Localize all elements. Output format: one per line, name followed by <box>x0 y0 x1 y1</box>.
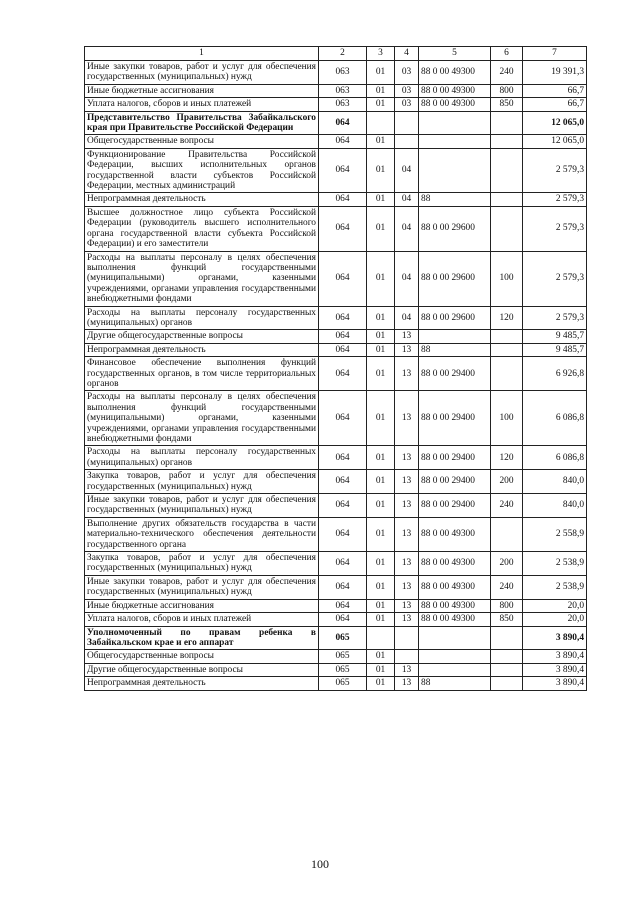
row-name-text: Непрограммная деятельность <box>87 194 206 205</box>
row-name-text: Закупка товаров, работ и услуг для обеспечения государственных (муниципальных) нужд <box>87 553 316 574</box>
row-amount: 6 926,8 <box>523 357 587 391</box>
row-section-code: 01 <box>367 613 395 626</box>
row-section-code: 01 <box>367 343 395 356</box>
table-row <box>85 663 587 676</box>
row-target-article-code: 88 0 00 29400 <box>419 446 491 470</box>
row-name-text: Закупка товаров, работ и услуг для обеспечения государственных (муниципальных) нужд <box>87 471 316 492</box>
row-name <box>85 357 319 391</box>
row-name <box>85 148 319 193</box>
table-row <box>85 135 587 148</box>
row-ministry-code: 065 <box>319 650 367 663</box>
header-cell: 3 <box>367 47 395 61</box>
row-section-code: 01 <box>367 677 395 690</box>
table-row <box>85 575 587 599</box>
row-ministry-code: 064 <box>319 343 367 356</box>
row-name <box>85 98 319 111</box>
row-section-code: 01 <box>367 446 395 470</box>
row-section-code: 01 <box>367 306 395 330</box>
row-expense-type-code: 850 <box>491 613 523 626</box>
row-section-code: 01 <box>367 470 395 494</box>
row-subsection-code: 13 <box>395 357 419 391</box>
header-cell: 7 <box>523 47 587 61</box>
row-name-text: Расходы на выплаты персоналу в целях обеспечения выполнения функций государственными (муниципальными) органами, казенными учреждениями, органами управления государственными внебюджетными фондами <box>87 252 316 305</box>
row-expense-type-code: 120 <box>491 446 523 470</box>
row-ministry-code: 064 <box>319 599 367 612</box>
table-row <box>85 206 587 251</box>
row-section-code: 01 <box>367 663 395 676</box>
row-subsection-code: 04 <box>395 148 419 193</box>
row-expense-type-code <box>491 343 523 356</box>
row-ministry-code: 063 <box>319 84 367 97</box>
row-subsection-code: 13 <box>395 391 419 446</box>
row-target-article-code: 88 0 00 49300 <box>419 575 491 599</box>
row-section-code: 01 <box>367 148 395 193</box>
row-amount: 66,7 <box>523 98 587 111</box>
row-amount: 2 579,3 <box>523 251 587 306</box>
row-subsection-code <box>395 650 419 663</box>
row-expense-type-code: 200 <box>491 470 523 494</box>
row-target-article-code: 88 <box>419 677 491 690</box>
row-name <box>85 193 319 206</box>
row-expense-type-code <box>491 330 523 343</box>
row-name-text: Непрограммная деятельность <box>87 344 206 355</box>
row-name-text: Общегосударственные вопросы <box>87 651 214 662</box>
row-name-text: Представительство Правительства Забайкальского края при Правительстве Российской Федерации <box>87 112 316 134</box>
row-name <box>85 677 319 690</box>
table-row <box>85 98 587 111</box>
header-cell: 5 <box>419 47 491 61</box>
row-expense-type-code: 240 <box>491 494 523 518</box>
row-amount: 2 538,9 <box>523 552 587 576</box>
row-section-code: 01 <box>367 84 395 97</box>
row-amount: 2 579,3 <box>523 148 587 193</box>
row-ministry-code: 064 <box>319 470 367 494</box>
row-target-article-code <box>419 663 491 676</box>
row-name <box>85 552 319 576</box>
row-target-article-code <box>419 626 491 650</box>
row-expense-type-code <box>491 650 523 663</box>
row-expense-type-code <box>491 663 523 676</box>
row-target-article-code: 88 0 00 29400 <box>419 391 491 446</box>
row-subsection-code: 04 <box>395 251 419 306</box>
table-row <box>85 552 587 576</box>
table-row <box>85 251 587 306</box>
row-ministry-code: 065 <box>319 677 367 690</box>
table-row <box>85 517 587 551</box>
row-target-article-code: 88 0 00 29600 <box>419 206 491 251</box>
row-subsection-code: 13 <box>395 599 419 612</box>
row-subsection-code: 13 <box>395 494 419 518</box>
table-row <box>85 84 587 97</box>
row-name <box>85 306 319 330</box>
row-subsection-code: 13 <box>395 446 419 470</box>
row-expense-type-code: 800 <box>491 599 523 612</box>
row-section-code: 01 <box>367 357 395 391</box>
table-row <box>85 61 587 85</box>
row-ministry-code: 064 <box>319 446 367 470</box>
row-expense-type-code <box>491 148 523 193</box>
row-subsection-code: 13 <box>395 470 419 494</box>
row-amount: 20,0 <box>523 613 587 626</box>
row-name-text: Другие общегосударственные вопросы <box>87 664 243 675</box>
row-ministry-code: 064 <box>319 391 367 446</box>
row-ministry-code: 064 <box>319 494 367 518</box>
row-expense-type-code <box>491 193 523 206</box>
row-expense-type-code <box>491 626 523 650</box>
row-subsection-code: 13 <box>395 552 419 576</box>
row-name-text: Другие общегосударственные вопросы <box>87 331 243 342</box>
row-amount: 840,0 <box>523 470 587 494</box>
row-amount: 3 890,4 <box>523 650 587 663</box>
row-subsection-code: 13 <box>395 517 419 551</box>
table-header-row <box>85 47 587 61</box>
table-row <box>85 599 587 612</box>
row-name <box>85 251 319 306</box>
row-name <box>85 599 319 612</box>
row-subsection-code: 13 <box>395 663 419 676</box>
row-target-article-code: 88 0 00 29400 <box>419 357 491 391</box>
row-amount: 19 391,3 <box>523 61 587 85</box>
row-expense-type-code: 800 <box>491 84 523 97</box>
header-cell: 6 <box>491 47 523 61</box>
row-name <box>85 61 319 85</box>
row-name-text: Непрограммная деятельность <box>87 678 206 689</box>
row-section-code: 01 <box>367 206 395 251</box>
row-section-code: 01 <box>367 61 395 85</box>
row-expense-type-code <box>491 677 523 690</box>
row-section-code: 01 <box>367 391 395 446</box>
budget-table-document <box>84 46 586 691</box>
budget-table <box>84 46 587 691</box>
row-name <box>85 613 319 626</box>
row-amount: 2 579,3 <box>523 206 587 251</box>
row-section-code: 01 <box>367 552 395 576</box>
row-section-code: 01 <box>367 650 395 663</box>
table-row <box>85 391 587 446</box>
row-target-article-code: 88 0 00 49300 <box>419 84 491 97</box>
row-section-code: 01 <box>367 575 395 599</box>
row-section-code: 01 <box>367 98 395 111</box>
row-expense-type-code: 200 <box>491 552 523 576</box>
row-amount: 2 579,3 <box>523 306 587 330</box>
table-row <box>85 626 587 650</box>
row-subsection-code: 13 <box>395 677 419 690</box>
row-name-text: Иные бюджетные ассигнования <box>87 600 214 611</box>
table-row <box>85 613 587 626</box>
row-subsection-code: 03 <box>395 98 419 111</box>
row-target-article-code: 88 0 00 29600 <box>419 306 491 330</box>
row-target-article-code: 88 0 00 29600 <box>419 251 491 306</box>
row-name-text: Высшее должностное лицо субъекта Российской Федерации (руководитель высшего исполнительного органа государственной власти субъекта Российской Федерации) и его заместители <box>87 207 316 250</box>
row-expense-type-code: 240 <box>491 61 523 85</box>
row-subsection-code: 13 <box>395 330 419 343</box>
row-name-text: Уплата налогов, сборов и иных платежей <box>87 614 252 625</box>
row-name-text: Иные закупки товаров, работ и услуг для обеспечения государственных (муниципальных) нужд <box>87 495 316 516</box>
table-row <box>85 650 587 663</box>
row-subsection-code: 04 <box>395 206 419 251</box>
row-name-text: Иные закупки товаров, работ и услуг для обеспечения государственных (муниципальных) нужд <box>87 62 316 83</box>
table-row <box>85 111 587 135</box>
row-ministry-code: 065 <box>319 626 367 650</box>
page-number: 100 <box>311 857 329 871</box>
row-ministry-code: 064 <box>319 613 367 626</box>
row-expense-type-code <box>491 206 523 251</box>
row-expense-type-code: 100 <box>491 251 523 306</box>
row-ministry-code: 064 <box>319 357 367 391</box>
row-amount: 2 579,3 <box>523 193 587 206</box>
row-name <box>85 517 319 551</box>
row-ministry-code: 063 <box>319 98 367 111</box>
row-section-code: 01 <box>367 330 395 343</box>
row-target-article-code <box>419 111 491 135</box>
row-name-text: Уплата налогов, сборов и иных платежей <box>87 99 252 110</box>
header-cell: 4 <box>395 47 419 61</box>
row-name <box>85 650 319 663</box>
row-section-code: 01 <box>367 251 395 306</box>
row-ministry-code: 064 <box>319 111 367 135</box>
row-name <box>85 111 319 135</box>
row-section-code <box>367 626 395 650</box>
table-row <box>85 357 587 391</box>
row-amount: 20,0 <box>523 599 587 612</box>
row-section-code: 01 <box>367 494 395 518</box>
row-name <box>85 343 319 356</box>
table-row <box>85 446 587 470</box>
header-cell: 2 <box>319 47 367 61</box>
row-subsection-code: 03 <box>395 61 419 85</box>
row-subsection-code: 04 <box>395 193 419 206</box>
row-amount: 6 086,8 <box>523 391 587 446</box>
row-target-article-code: 88 0 00 49300 <box>419 98 491 111</box>
row-name <box>85 330 319 343</box>
row-target-article-code: 88 0 00 49300 <box>419 613 491 626</box>
row-name <box>85 663 319 676</box>
table-row <box>85 494 587 518</box>
row-amount: 2 558,9 <box>523 517 587 551</box>
row-ministry-code: 064 <box>319 330 367 343</box>
row-target-article-code: 88 0 00 49300 <box>419 61 491 85</box>
table-body <box>85 61 587 691</box>
row-name-text: Расходы на выплаты персоналу государственных (муниципальных) органов <box>87 307 316 328</box>
row-expense-type-code <box>491 111 523 135</box>
row-name <box>85 206 319 251</box>
table-row <box>85 193 587 206</box>
row-name <box>85 470 319 494</box>
row-ministry-code: 065 <box>319 663 367 676</box>
row-amount: 3 890,4 <box>523 663 587 676</box>
row-target-article-code: 88 0 00 49300 <box>419 599 491 612</box>
row-amount: 2 538,9 <box>523 575 587 599</box>
row-ministry-code: 064 <box>319 206 367 251</box>
row-name <box>85 84 319 97</box>
row-name-text: Функционирование Правительства Российской Федерации, высших исполнительных органов государственной власти субъектов Российской Федерации, местных администраций <box>87 149 316 192</box>
row-ministry-code: 063 <box>319 61 367 85</box>
row-section-code: 01 <box>367 517 395 551</box>
row-target-article-code <box>419 148 491 193</box>
row-amount: 3 890,4 <box>523 677 587 690</box>
row-target-article-code: 88 0 00 29400 <box>419 494 491 518</box>
row-amount: 12 065,0 <box>523 111 587 135</box>
row-name-text: Расходы на выплаты персоналу в целях обеспечения выполнения функций государственными (муниципальными) органами, казенными учреждениями, органами управления государственными внебюджетными фондами <box>87 392 316 444</box>
row-amount: 840,0 <box>523 494 587 518</box>
table-row <box>85 330 587 343</box>
table-row <box>85 148 587 193</box>
row-subsection-code <box>395 135 419 148</box>
row-ministry-code: 064 <box>319 552 367 576</box>
row-ministry-code: 064 <box>319 148 367 193</box>
row-target-article-code: 88 0 00 29400 <box>419 470 491 494</box>
row-ministry-code: 064 <box>319 575 367 599</box>
row-subsection-code: 13 <box>395 613 419 626</box>
row-section-code: 01 <box>367 193 395 206</box>
row-amount: 9 485,7 <box>523 343 587 356</box>
row-name-text: Выполнение других обязательств государства в части материально-технического обеспечения деятельности государственного органа <box>87 518 316 550</box>
row-section-code: 01 <box>367 599 395 612</box>
row-name <box>85 575 319 599</box>
row-subsection-code: 04 <box>395 306 419 330</box>
row-name <box>85 626 319 650</box>
row-expense-type-code: 120 <box>491 306 523 330</box>
row-name <box>85 446 319 470</box>
row-name-text: Расходы на выплаты персоналу государственных (муниципальных) органов <box>87 447 316 468</box>
row-amount: 6 086,8 <box>523 446 587 470</box>
row-target-article-code <box>419 330 491 343</box>
row-subsection-code <box>395 626 419 650</box>
row-ministry-code: 064 <box>319 251 367 306</box>
row-amount: 12 065,0 <box>523 135 587 148</box>
table-row <box>85 470 587 494</box>
table-row <box>85 343 587 356</box>
row-name <box>85 494 319 518</box>
row-name-text: Иные бюджетные ассигнования <box>87 85 214 96</box>
row-subsection-code: 13 <box>395 343 419 356</box>
row-amount: 9 485,7 <box>523 330 587 343</box>
row-name <box>85 391 319 446</box>
table-row <box>85 677 587 690</box>
row-section-code: 01 <box>367 135 395 148</box>
row-expense-type-code <box>491 135 523 148</box>
row-name-text: Общегосударственные вопросы <box>87 136 214 147</box>
table-row <box>85 306 587 330</box>
header-cell: 1 <box>85 47 319 61</box>
row-amount: 66,7 <box>523 84 587 97</box>
row-target-article-code: 88 0 00 49300 <box>419 517 491 551</box>
row-ministry-code: 064 <box>319 135 367 148</box>
row-subsection-code: 03 <box>395 84 419 97</box>
row-expense-type-code <box>491 357 523 391</box>
row-ministry-code: 064 <box>319 193 367 206</box>
row-expense-type-code: 100 <box>491 391 523 446</box>
row-amount: 3 890,4 <box>523 626 587 650</box>
row-ministry-code: 064 <box>319 517 367 551</box>
row-ministry-code: 064 <box>319 306 367 330</box>
row-target-article-code: 88 <box>419 193 491 206</box>
row-subsection-code: 13 <box>395 575 419 599</box>
row-expense-type-code: 240 <box>491 575 523 599</box>
row-name-text: Уполномоченный по правам ребенка в Забайкальском крае и его аппарат <box>87 627 316 648</box>
row-target-article-code: 88 <box>419 343 491 356</box>
row-target-article-code: 88 0 00 49300 <box>419 552 491 576</box>
row-name-text: Иные закупки товаров, работ и услуг для обеспечения государственных (муниципальных) нужд <box>87 576 316 598</box>
row-expense-type-code: 850 <box>491 98 523 111</box>
row-section-code <box>367 111 395 135</box>
row-name-text: Финансовое обеспечение выполнения функций государственных органов, в том числе территориальных органов <box>87 358 316 389</box>
row-target-article-code <box>419 135 491 148</box>
row-subsection-code <box>395 111 419 135</box>
row-target-article-code <box>419 650 491 663</box>
row-expense-type-code <box>491 517 523 551</box>
row-name <box>85 135 319 148</box>
